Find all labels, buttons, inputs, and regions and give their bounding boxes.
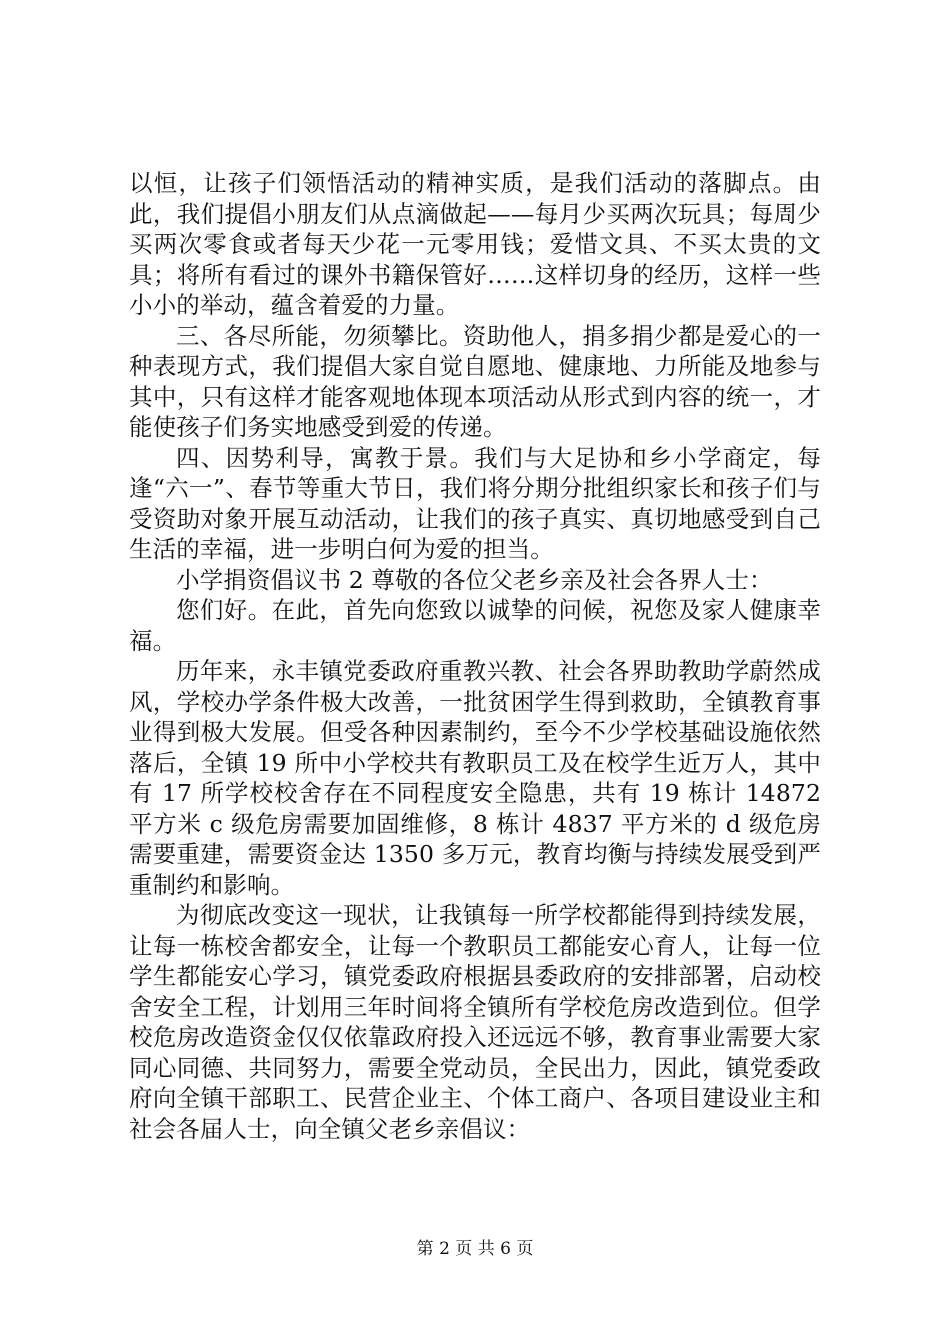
document-body <box>129 168 821 1144</box>
paragraph-point-four: 四、因势利导，寓教于景。我们与大足协和乡小学商定，每逢“六一”、春节等重大节日，我们将分期分批组织家长和孩子们与受资助对象开展互动活动，让我们的孩子真实、真切地感受到自己生活的幸福，进一步明白何为爱的担当。 <box>129 443 821 563</box>
paragraph-initiative: 为彻底改变这一现状，让我镇每一所学校都能得到持续发展，让每一栋校舍都安全，让每一个教职员工都能安心育人，让每一位学生都能安心学习，镇党委政府根据县委政府的安排部署，启动校舍安全工程，计划用三年时间将全镇所有学校危房改造到位。但学校危房改造资金仅仅依靠政府投入还远远不够，教育事业需要大家同心同德、共同努力，需要全党动员，全民出力，因此，镇党委政府向全镇干部职工、民营企业主、个体工商户、各项目建设业主和社会各届人士，向全镇父老乡亲倡议： <box>129 901 821 1143</box>
page-footer <box>0 1238 950 1260</box>
paragraph-title-salutation: 小学捐资倡议书 2 尊敬的各位父老乡亲及社会各界人士： <box>176 565 773 594</box>
paragraph-background: 历年来，永丰镇党委政府重教兴教、社会各界助教助学蔚然成风，学校办学条件极大改善，一批贫困学生得到救助，全镇教育事业得到极大发展。但受各种因素制约，至今不少学校基础设施依然落后，全镇 19 所中小学校共有教职员工及在校学生近万人，其中有 17 所学校校舍存在不同程度安全隐患，共有 19 栋计 14872 平方米 c 级危房需要加固维修，8 栋计 4837 平方米的 d 级危房需要重建，需要资金达 1350 多万元，教育均衡与持续发展受到严重制约和影响。 <box>129 657 821 899</box>
paragraph-continuation: 以恒，让孩子们领悟活动的精神实质，是我们活动的落脚点。由此，我们提倡小朋友们从点滴做起——每月少买两次玩具；每周少买两次零食或者每天少花一元零用钱；爱惜文具、不买太贵的文具；将所有看过的课外书籍保管好……这样切身的经历，这样一些小小的举动，蕴含着爱的力量。 <box>129 169 821 319</box>
page-number-label: 第 2 页 共 6 页 <box>416 1239 534 1259</box>
paragraph-greeting: 您们好。在此，首先向您致以诚挚的问候，祝您及家人健康幸福。 <box>129 596 821 655</box>
paragraph-point-three: 三、各尽所能，勿须攀比。资助他人，捐多捐少都是爱心的一种表现方式，我们提倡大家自觉自愿地、健康地、力所能及地参与其中，只有这样才能客观地体现本项活动从形式到内容的统一，才能使孩子们务实地感受到爱的传递。 <box>129 321 821 441</box>
